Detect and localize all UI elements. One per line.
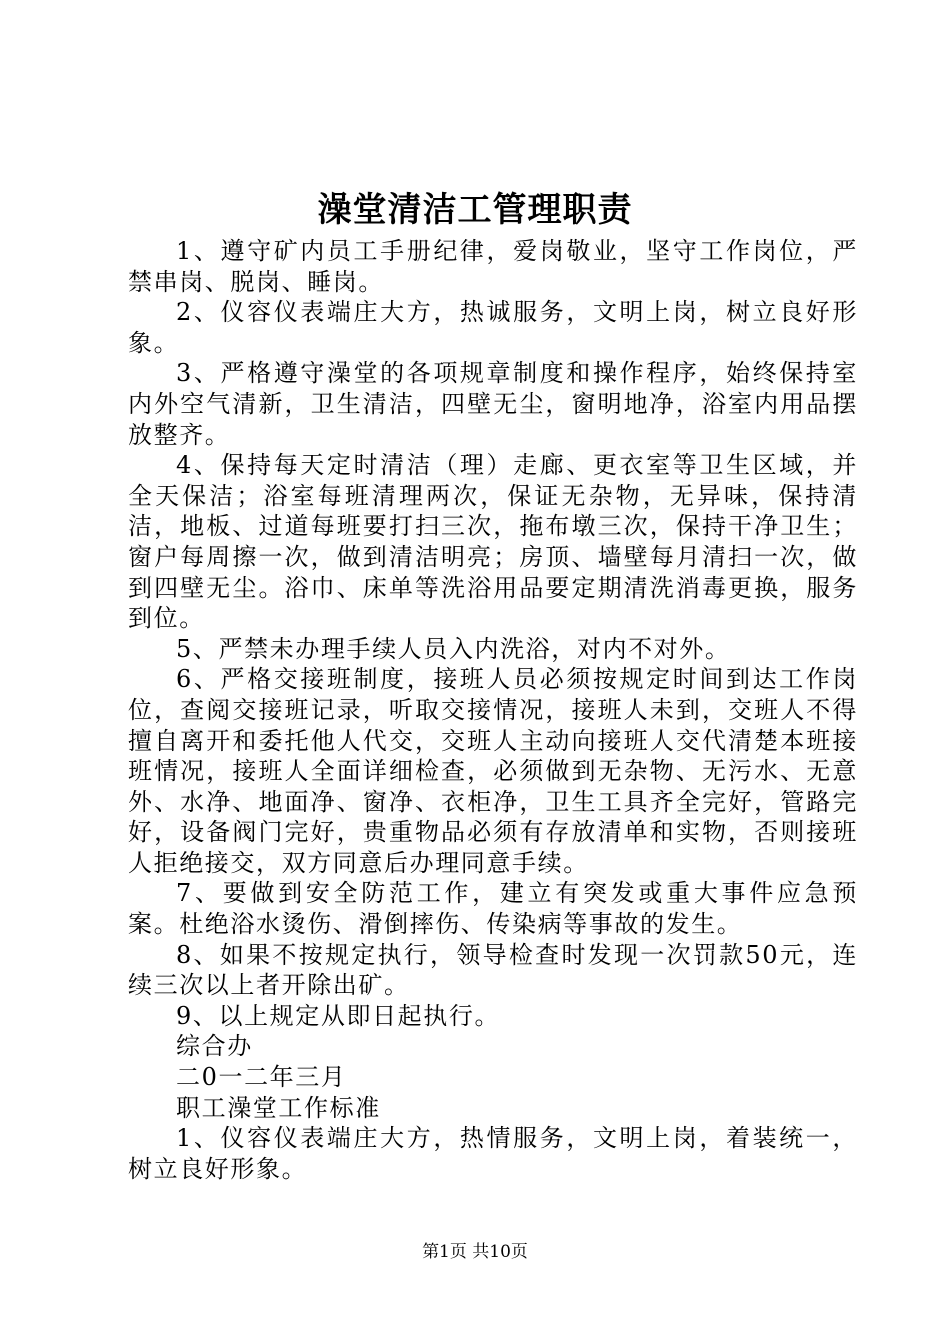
signature-department: 综合办 (176, 1032, 253, 1061)
section-heading: 职工澡堂工作标准 (176, 1093, 381, 1122)
paragraph-4: 4、保持每天定时清洁（理）走廊、更衣室等卫生区域，并全天保洁；浴室每班清理两次，保证无杂物，无异味，保持清洁，地板、过道每班要打扫三次，拖布墩三次，保持干净卫生；窗户每周擦一次，做到清洁明亮；房顶、墙壁每月清扫一次，做到四壁无尘。浴巾、床单等洗浴用品要定期清洗消毒更换，服务到位。 (128, 451, 858, 633)
paragraph-standard-1: 1、仪容仪表端庄大方，热情服务，文明上岗，着装统一，树立良好形象。 (128, 1124, 858, 1183)
signature-date: 二0一二年三月 (176, 1063, 347, 1092)
document-body (128, 236, 858, 1184)
paragraph-9: 9、以上规定从即日起执行。 (176, 1001, 501, 1030)
paragraph-7: 7、要做到安全防范工作，建立有突发或重大事件应急预案。杜绝浴水烫伤、滑倒摔伤、传染病等事故的发生。 (128, 879, 858, 939)
page-title: 澡堂清洁工管理职责 (317, 190, 633, 230)
paragraph-8: 8、如果不按规定执行，领导检查时发现一次罚款50元，连续三次以上者开除出矿。 (128, 940, 858, 1000)
paragraph-6: 6、严格交接班制度，接班人员必须按规定时间到达工作岗位，查阅交接班记录，听取交接情况，接班人未到，交班人不得擅自离开和委托他人代交，交班人主动向接班人交代清楚本班接班情况，接班人全面详细检查，必须做到无杂物、无污水、无意外、水净、地面净、窗净、衣柜净，卫生工具齐全完好，管路完好，设备阀门完好，贵重物品必须有存放清单和实物，否则接班人拒绝接交，双方同意后办理同意手续。 (128, 665, 858, 877)
paragraph-1: 1、遵守矿内员工手册纪律，爱岗敬业，坚守工作岗位，严禁串岗、脱岗、睡岗。 (128, 237, 858, 296)
paragraph-3: 3、严格遵守澡堂的各项规章制度和操作程序，始终保持室内外空气清新，卫生清洁，四壁无尘，窗明地净，浴室内用品摆放整齐。 (128, 359, 858, 449)
paragraph-5: 5、严禁未办理手续人员入内洗浴，对内不对外。 (176, 634, 731, 663)
page-number: 第1页 共10页 (422, 1242, 528, 1262)
paragraph-2: 2、仪容仪表端庄大方，热诚服务，文明上岗，树立良好形象。 (128, 298, 858, 357)
